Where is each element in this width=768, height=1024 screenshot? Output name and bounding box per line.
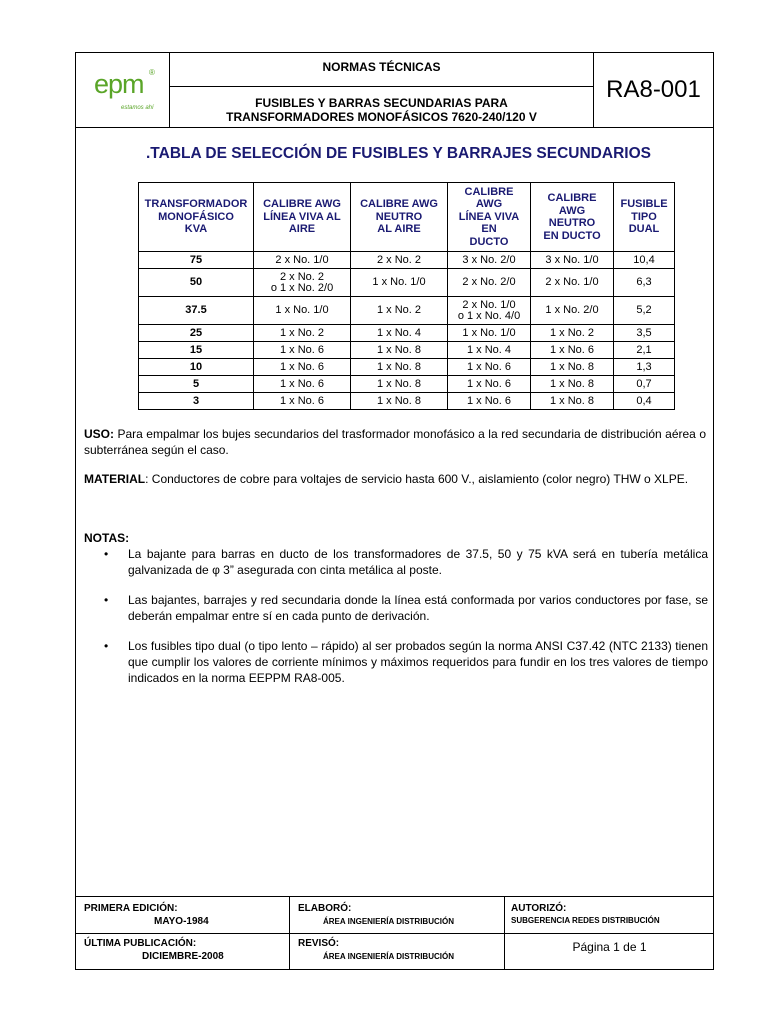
fusible-cell: 0,4 xyxy=(614,393,675,410)
neutro-ducto-cell: 1 x No. 2 xyxy=(531,325,614,342)
uso-text: Para empalmar los bujes secundarios del trasformador monofásico a la red secundaria de distribución aérea o subterránea según el caso. xyxy=(84,427,706,457)
fusible-cell: 3,5 xyxy=(614,325,675,342)
title-line-1: FUSIBLES Y BARRAS SECUNDARIAS PARA xyxy=(255,96,508,110)
footer-row-1 xyxy=(76,896,713,934)
viva-aire-cell xyxy=(254,297,351,325)
cell-line: 1 x No. 1/0 xyxy=(462,327,516,339)
table-row xyxy=(139,325,675,342)
cell-line: 2 x No. 2 xyxy=(279,270,325,283)
fusible-cell: 5,2 xyxy=(614,297,675,325)
viva-ducto-cell xyxy=(448,325,531,342)
cell-line: 2 x No. 2/0 xyxy=(462,276,516,288)
fusible-cell: 1,3 xyxy=(614,359,675,376)
column-header xyxy=(531,183,614,252)
section-title: .TABLA DE SELECCIÓN DE FUSIBLES Y BARRAJES SECUNDARIOS xyxy=(146,145,651,162)
fusible-cell: 6,3 xyxy=(614,269,675,297)
material-label: MATERIAL xyxy=(84,472,146,486)
column-header-line: AWG xyxy=(475,198,503,211)
neutro-aire-cell: 1 x No. 2 xyxy=(351,297,448,325)
column-header-line: NEUTRO xyxy=(548,217,596,229)
autorizo-label: AUTORIZÓ: xyxy=(511,903,567,914)
note-text: Los fusibles tipo dual (o tipo lento – rápido) al ser probados según la norma ANSI C37.42 (NTC 2133) tienen que cumplir los valores de corriente mínimos y máximos requeridos para fundir en los tres valores de tiempo indicados en la norma EEPPM RA8-005. xyxy=(128,639,708,685)
neutro-ducto-cell: 1 x No. 6 xyxy=(531,342,614,359)
cell-line: 3 x No. 2/0 xyxy=(462,254,516,266)
table-row xyxy=(139,342,675,359)
note-item xyxy=(104,592,708,624)
neutro-aire-cell: 2 x No. 2 xyxy=(351,252,448,269)
material-paragraph xyxy=(84,471,706,487)
note-item xyxy=(104,638,708,686)
normas-heading: NORMAS TÉCNICAS xyxy=(170,53,594,87)
note-text: Las bajantes, barrajes y red secundaria donde la línea está conformada por varios conductores por fase, se deberán empalmar entre sí en cada punto de derivación. xyxy=(128,593,708,623)
viva-aire-cell xyxy=(254,342,351,359)
column-header-line: LÍNEA VIVA AL xyxy=(263,210,341,223)
viva-ducto-cell xyxy=(448,252,531,269)
document-title xyxy=(170,87,594,127)
ultima-publicacion-value: DICIEMBRE-2008 xyxy=(142,951,224,962)
uso-paragraph xyxy=(84,426,706,458)
viva-aire-cell xyxy=(254,325,351,342)
table-row xyxy=(139,393,675,410)
neutro-aire-cell: 1 x No. 8 xyxy=(351,359,448,376)
table-row xyxy=(139,269,675,297)
column-header-line: LÍNEA VIVA xyxy=(458,210,520,223)
viva-ducto-cell xyxy=(448,393,531,410)
column-header xyxy=(614,183,675,252)
elaboro-label: ELABORÓ: xyxy=(298,903,352,914)
column-header-line: AIRE xyxy=(288,223,316,236)
kva-cell: 3 xyxy=(139,393,254,410)
cell-line: o 1 x No. 2/0 xyxy=(270,281,334,294)
footer-row-2 xyxy=(76,933,713,971)
kva-cell: 75 xyxy=(139,252,254,269)
column-header xyxy=(448,183,531,252)
neutro-ducto-cell: 2 x No. 1/0 xyxy=(531,269,614,297)
column-header-line: CALIBRE xyxy=(547,192,597,204)
footer-divider xyxy=(504,896,505,970)
neutro-aire-cell: 1 x No. 8 xyxy=(351,393,448,410)
page-number: Página 1 de 1 xyxy=(572,940,647,954)
kva-cell: 10 xyxy=(139,359,254,376)
column-header-line: KVA xyxy=(184,223,208,236)
cell-line: 1 x No. 6 xyxy=(279,361,325,373)
viva-aire-cell xyxy=(254,269,351,297)
cell-line: 1 x No. 4 xyxy=(466,344,512,356)
viva-ducto-cell xyxy=(448,342,531,359)
reviso-value: ÁREA INGENIERÍA DISTRIBUCIÓN xyxy=(323,952,454,961)
bullet-icon: • xyxy=(104,547,109,561)
cell-line: 1 x No. 6 xyxy=(279,378,325,390)
neutro-aire-cell: 1 x No. 1/0 xyxy=(351,269,448,297)
viva-ducto-cell xyxy=(448,269,531,297)
kva-cell: 37.5 xyxy=(139,297,254,325)
cell-line: 1 x No. 6 xyxy=(466,395,512,407)
viva-ducto-cell xyxy=(448,297,531,325)
column-header-line: DUCTO xyxy=(469,235,509,248)
cell-line: o 1 x No. 4/0 xyxy=(457,309,521,322)
primera-edicion-value: MAYO-1984 xyxy=(154,916,209,927)
neutro-aire-cell: 1 x No. 8 xyxy=(351,342,448,359)
document-code: RA8-001 xyxy=(606,76,701,103)
material-text: : Conductores de cobre para voltajes de servicio hasta 600 V., aislamiento (color negro) THW o XLPE. xyxy=(145,472,689,486)
column-header-line: EN DUCTO xyxy=(543,229,601,242)
column-header-line: CALIBRE xyxy=(464,185,514,198)
table-row xyxy=(139,297,675,325)
column-header xyxy=(351,183,448,252)
cell-line: 1 x No. 1/0 xyxy=(275,304,329,316)
reviso-label: REVISÓ: xyxy=(298,938,340,949)
epm-logo xyxy=(76,53,170,127)
kva-cell: 15 xyxy=(139,342,254,359)
column-header-line: TRANSFORMADOR xyxy=(144,198,248,211)
footer-divider xyxy=(289,896,290,970)
bullet-icon: • xyxy=(104,593,109,607)
column-header-line: NEUTRO xyxy=(375,210,423,223)
document-frame xyxy=(75,52,714,970)
cell-line: 1 x No. 6 xyxy=(279,395,325,407)
cell-line: 1 x No. 6 xyxy=(279,344,325,356)
uso-label: USO: xyxy=(84,427,114,441)
table-header-row xyxy=(139,183,675,252)
neutro-ducto-cell: 1 x No. 8 xyxy=(531,376,614,393)
column-header-line: FUSIBLE xyxy=(620,198,668,211)
neutro-ducto-cell: 1 x No. 8 xyxy=(531,393,614,410)
cell-line: 1 x No. 6 xyxy=(466,361,512,373)
viva-ducto-cell xyxy=(448,359,531,376)
table-row xyxy=(139,376,675,393)
kva-cell: 5 xyxy=(139,376,254,393)
viva-ducto-cell xyxy=(448,376,531,393)
column-header-line: AL AIRE xyxy=(377,223,421,236)
viva-aire-cell xyxy=(254,376,351,393)
bullet-icon: • xyxy=(104,639,109,653)
note-text: La bajante para barras en ducto de los transformadores de 37.5, 50 y 75 kVA será en tubería metálica galvanizada de φ 3” asegurada con cinta metálica al poste. xyxy=(128,547,708,577)
logo-wordmark: epm xyxy=(94,69,144,99)
title-line-2: TRANSFORMADORES MONOFÁSICOS 7620-240/120 V xyxy=(226,110,537,124)
column-header-line: AWG xyxy=(558,204,586,217)
elaboro-value: ÁREA INGENIERÍA DISTRIBUCIÓN xyxy=(323,917,454,926)
ultima-publicacion-label: ÚLTIMA PUBLICACIÓN: xyxy=(84,938,197,949)
notas-title: NOTAS: xyxy=(84,531,130,545)
kva-cell: 50 xyxy=(139,269,254,297)
table-row xyxy=(139,359,675,376)
column-header-line: DUAL xyxy=(628,223,660,236)
neutro-ducto-cell: 3 x No. 1/0 xyxy=(531,252,614,269)
column-header-line: MONOFÁSICO xyxy=(158,210,234,223)
fusible-cell: 10,4 xyxy=(614,252,675,269)
neutro-aire-cell: 1 x No. 4 xyxy=(351,325,448,342)
cell-line: 1 x No. 6 xyxy=(466,378,512,390)
fusible-cell: 2,1 xyxy=(614,342,675,359)
kva-cell: 25 xyxy=(139,325,254,342)
cell-line: 2 x No. 1/0 xyxy=(275,254,329,266)
column-header xyxy=(139,183,254,252)
table-row xyxy=(139,252,675,269)
fuse-selection-table xyxy=(138,182,675,410)
column-header-line: TIPO xyxy=(631,210,657,223)
autorizo-value: SUBGERENCIA REDES DISTRIBUCIÓN xyxy=(511,916,660,925)
column-header-line: CALIBRE AWG xyxy=(360,198,438,211)
logo-tagline: estamos ahí xyxy=(121,105,154,111)
note-item xyxy=(104,546,708,578)
neutro-ducto-cell: 1 x No. 8 xyxy=(531,359,614,376)
column-header-line: CALIBRE AWG xyxy=(263,198,341,211)
column-header-line: EN xyxy=(481,223,497,236)
viva-aire-cell xyxy=(254,252,351,269)
viva-aire-cell xyxy=(254,359,351,376)
neutro-ducto-cell: 1 x No. 2/0 xyxy=(531,297,614,325)
fusible-cell: 0,7 xyxy=(614,376,675,393)
neutro-aire-cell: 1 x No. 8 xyxy=(351,376,448,393)
primera-edicion-label: PRIMERA EDICIÓN: xyxy=(84,903,178,914)
header-divider xyxy=(76,127,713,128)
column-header xyxy=(254,183,351,252)
cell-line: 1 x No. 2 xyxy=(279,327,325,339)
logo-registered-mark: ® xyxy=(149,68,155,77)
viva-aire-cell xyxy=(254,393,351,410)
cell-line: 2 x No. 1/0 xyxy=(462,298,516,311)
